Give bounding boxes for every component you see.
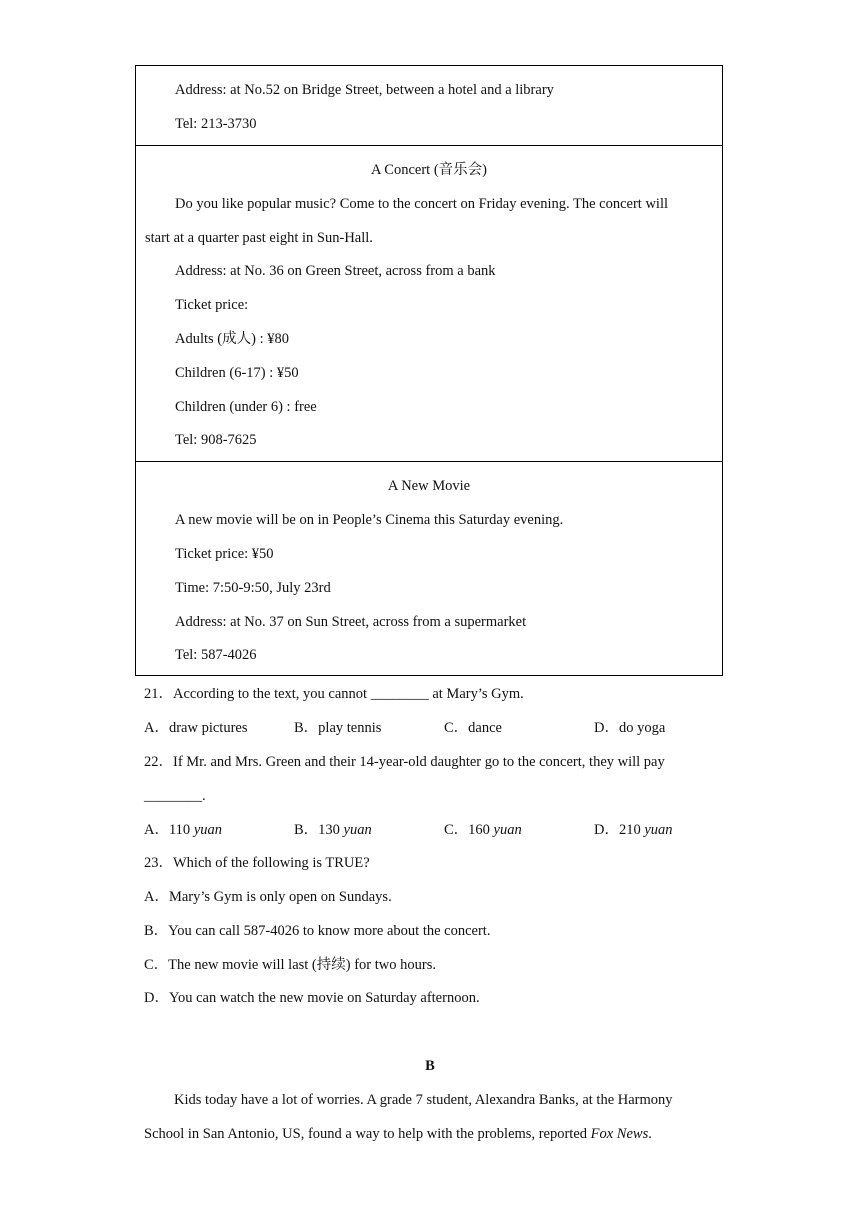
concert-adults-price: Adults (成人) : ¥80: [175, 331, 289, 347]
gym-section: [135, 65, 723, 146]
movie-title: A New Movie: [387, 478, 471, 494]
section-b-heading: B: [425, 1058, 435, 1074]
concert-ticket-label: Ticket price:: [175, 297, 249, 313]
question-22-option-a: A．110 yuan: [144, 822, 222, 838]
question-21-option-a: A．draw pictures: [144, 720, 248, 736]
question-22-option-d: D．210 yuan: [594, 822, 673, 838]
movie-time: Time: 7:50-9:50, July 23rd: [175, 580, 331, 596]
question-21-option-d: D．do yoga: [594, 720, 666, 736]
concert-section: [135, 145, 723, 462]
question-22-stem-line1: 22．If Mr. and Mrs. Green and their 14-year-old daughter go to the concert, they will pay: [144, 754, 665, 770]
gym-address: Address: at No.52 on Bridge Street, between a hotel and a library: [175, 82, 554, 98]
movie-tel: Tel: 587-4026: [175, 647, 257, 663]
question-22-option-b: B．130 yuan: [294, 822, 372, 838]
question-23-option-c: C．The new movie will last (持续) for two hours.: [144, 957, 436, 973]
movie-address: Address: at No. 37 on Sun Street, across from a supermarket: [175, 614, 527, 630]
section-b-para-line2: School in San Antonio, US, found a way to help with the problems, reported Fox News.: [144, 1126, 652, 1142]
gym-tel: Tel: 213-3730: [175, 116, 257, 132]
concert-desc-line1: Do you like popular music? Come to the concert on Friday evening. The concert will: [175, 196, 669, 212]
question-22-option-c: C．160 yuan: [444, 822, 522, 838]
question-23-stem: 23．Which of the following is TRUE?: [144, 855, 370, 871]
movie-desc: A new movie will be on in People’s Cinema this Saturday evening.: [175, 512, 564, 528]
question-21-option-c: C．dance: [444, 720, 502, 736]
question-21-stem: 21．According to the text, you cannot ________ at Mary’s Gym.: [144, 686, 524, 702]
movie-section: [135, 461, 723, 676]
section-b-para-line1: Kids today have a lot of worries. A grade 7 student, Alexandra Banks, at the Harmony: [174, 1092, 673, 1108]
question-23-option-a: A．Mary’s Gym is only open on Sundays.: [144, 889, 392, 905]
concert-children-price: Children (6-17) : ¥50: [175, 365, 299, 381]
concert-children-under6: Children (under 6) : free: [175, 399, 317, 415]
movie-ticket-price: Ticket price: ¥50: [175, 546, 274, 562]
concert-desc-line2: start at a quarter past eight in Sun-Hall.: [145, 230, 373, 246]
question-23-option-d: D．You can watch the new movie on Saturday afternoon.: [144, 990, 480, 1006]
concert-title: A Concert (音乐会): [371, 162, 487, 178]
concert-address: Address: at No. 36 on Green Street, across from a bank: [175, 263, 496, 279]
concert-tel: Tel: 908-7625: [175, 432, 257, 448]
question-22-stem-line2: ________.: [144, 788, 206, 804]
source-name: Fox News: [590, 1126, 649, 1142]
question-21-option-b: B．play tennis: [294, 720, 382, 736]
question-23-option-b: B．You can call 587-4026 to know more about the concert.: [144, 923, 491, 939]
